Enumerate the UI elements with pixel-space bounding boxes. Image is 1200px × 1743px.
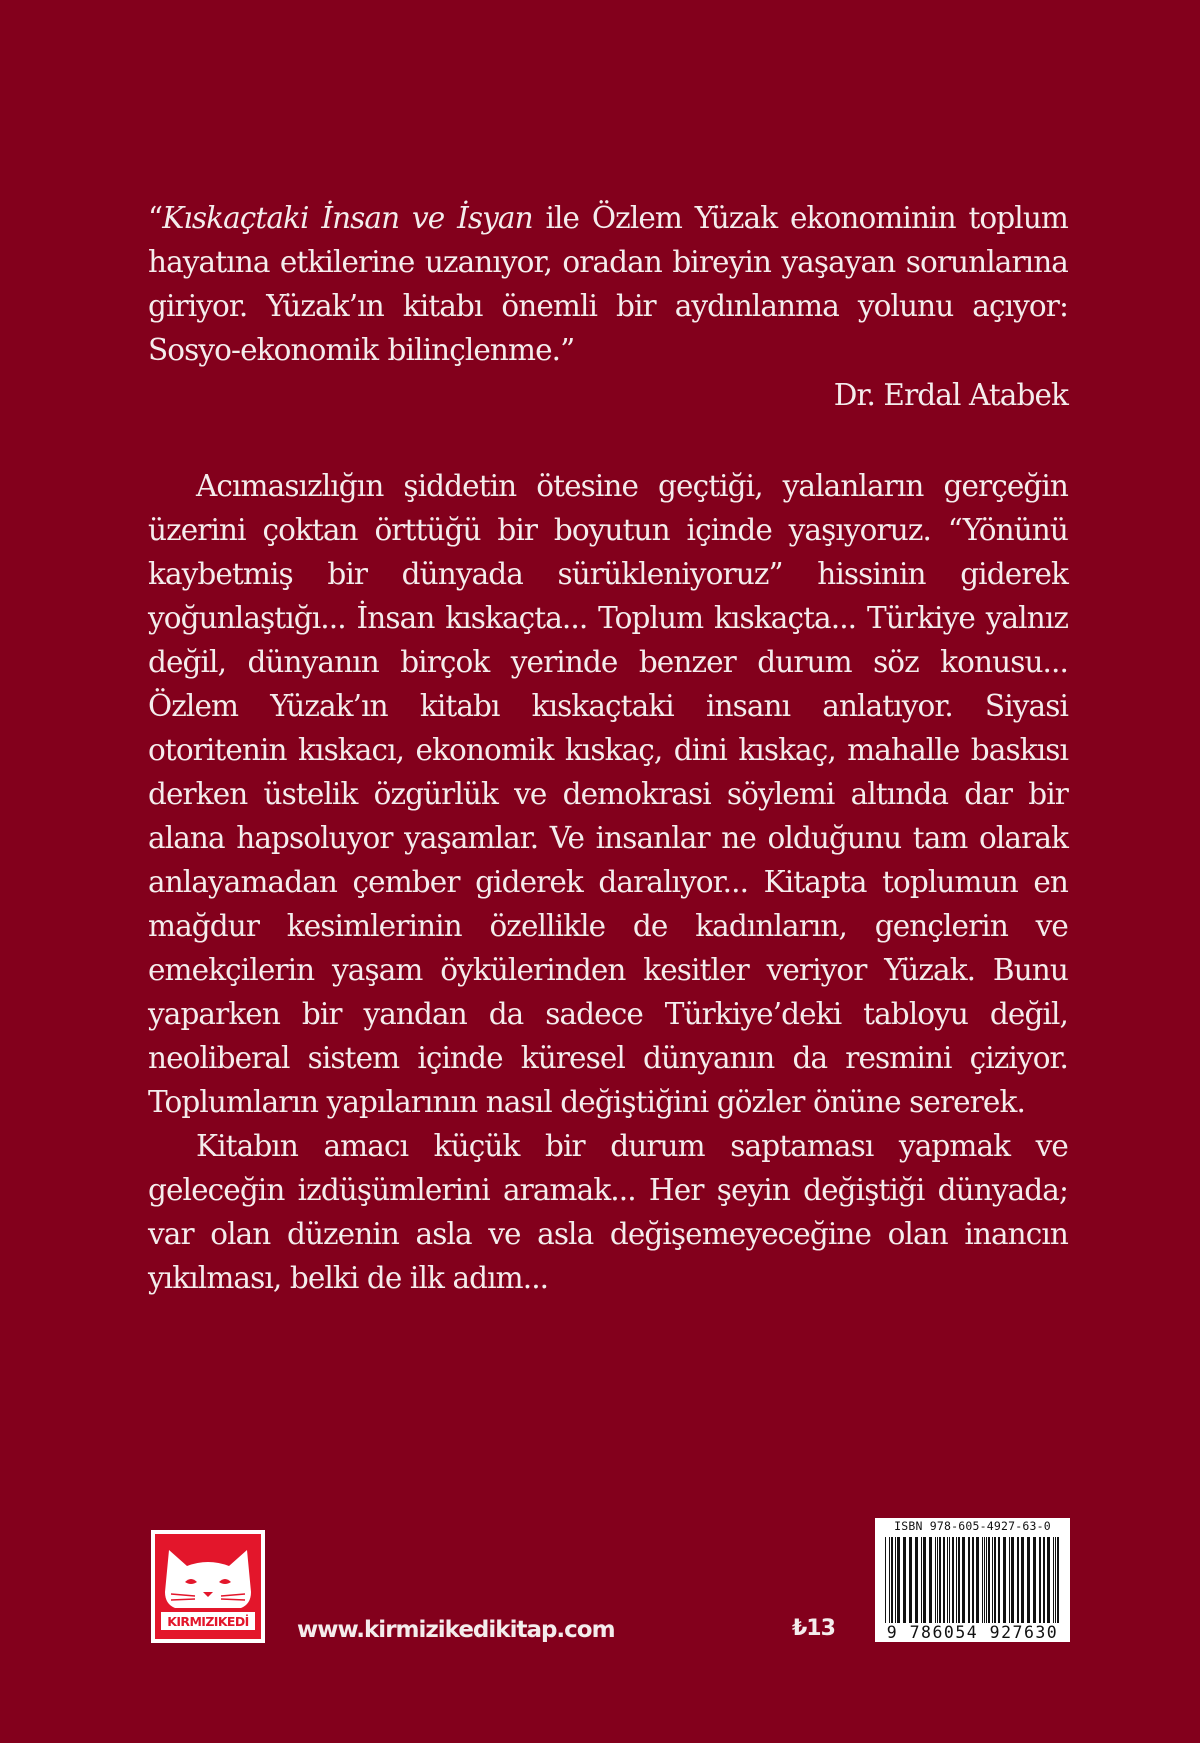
barcode-bars: [883, 1537, 1061, 1625]
isbn-label: ISBN 978-605-4927-63-0: [894, 1519, 1051, 1533]
quote-author: Dr. Erdal Atabek: [833, 378, 1068, 412]
quote-text: ile Özlem Yüzak ekonominin toplum hayatına etkilerine uzanıyor, oradan bireyin yaşayan sorunlarına giriyor. Yüzak’ın kitabı önemli bir aydınlanma yolunu açıyor: Sosyo-ekonomik bilinçlenme.”: [148, 201, 1068, 367]
barcode-digits: 9 786054 927630: [875, 1623, 1070, 1642]
quote-open-mark: “: [148, 201, 163, 235]
isbn-barcode: [875, 1518, 1070, 1640]
blurb-paragraph-1: Acımasızlığın şiddetin ötesine geçtiği, yalanların gerçeğin üzerini çoktan örttüğü bir boyutun içinde yaşıyoruz. “Yönünü kaybetmiş bir dünyada sürükleniyoruz” hissinin giderek yoğunlaştığı... İnsan kıskaçta... Toplum kıskaçta... Türkiye yalnız değil, dünyanın birçok yerinde benzer durum söz konusu... Özlem Yüzak’ın kitabı kıskaçtaki insanı anlatıyor. Siyasi otoritenin kıskacı, ekonomik kıskaç, dini kıskaç, mahalle baskısı derken üstelik özgürlük ve demokrasi söylemi altında dar bir alana hapsoluyor yaşamlar. Ve insanlar ne olduğunu tam olarak anlayamadan çember giderek daralıyor... Kitapta toplumun en mağdur kesimlerinin özellikle de kadınların, gençlerin ve emekçilerin yaşam öykülerinden kesitler veriyor Yüzak. Bunu yaparken bir yandan da sadece Türkiye’deki tabloyu değil, neoliberal sistem içinde küresel dünyanın da resmini çiziyor. Toplumların yapılarının nasıl değiştiğini gözler önüne sererek.: [148, 469, 1068, 1119]
blurb-paragraph-2: Kitabın amacı küçük bir durum saptaması yapmak ve geleceğin izdüşümlerini aramak... Her şeyin değiştiği dünyada; var olan düzenin asla ve asla değişemeyeceğine olan inancın yıkılması, belki de ilk adım...: [148, 1129, 1068, 1295]
publisher-logo-text: KIRMIZIKEDİ: [167, 1614, 249, 1629]
blurb: [148, 464, 1068, 1300]
endorsement-quote: [148, 196, 1068, 372]
publisher-logo: [151, 1530, 265, 1643]
publisher-website: www.kirmizikedikitap.com: [297, 1617, 615, 1643]
price-label: ₺13: [792, 1616, 835, 1641]
quoted-book-title: Kıskaçtaki İnsan ve İsyan: [162, 201, 533, 235]
